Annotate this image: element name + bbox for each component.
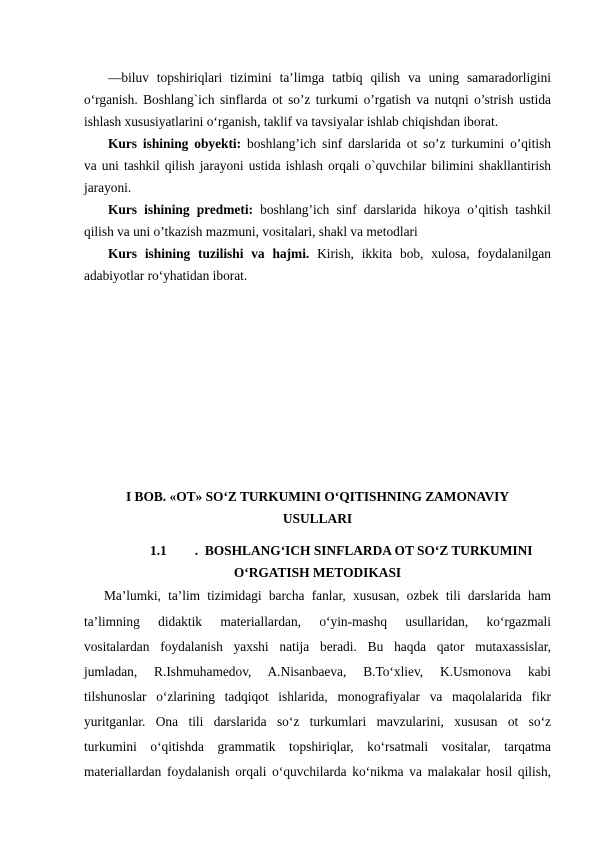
- object-text-1: boshlang’ich sinf darslarida ot so’z turkumini o’qitish: [241, 136, 551, 151]
- subject-text-1: boshlang’ich sinf darslarida hikoya o’qitish tashkil: [253, 202, 551, 217]
- subject-label: Kurs ishining predmeti:: [108, 202, 253, 217]
- chapter-title-line-2: USULLARI: [282, 511, 353, 526]
- body-line-4: jumladan, R.Ishmuhamedov, A.Nisanbaeva, B.To‘xliev, K.Usmonova kabi: [84, 664, 551, 679]
- body-line-8: materiallardan foydalanish orqali o‘quvchilarda ko‘nikma va malakalar hosil qilish,: [84, 764, 551, 779]
- body-line-3: vositalardan foydalanish yaxshi natija beradi. Bu haqda qator mutaxassislar,: [84, 639, 551, 654]
- section-dot: .: [194, 543, 199, 558]
- section-title-1: BOSHLANG‘ICH SINFLARDA OT SO‘Z TURKUMINI: [204, 543, 533, 558]
- intro-line-3: ishlash xususiyatlarini o‘rganish, taklif va tavsiyalar ishlab chiqishdan iborat.: [84, 114, 499, 129]
- object-line-3: jarayoni.: [84, 180, 132, 195]
- structure-label: Kurs ishining tuzilishi va hajmi.: [108, 246, 310, 261]
- object-line-1: [108, 135, 551, 153]
- body-line-1: Ma’lumki, ta’lim tizimidagi barcha fanlar, xususan, ozbek tili darslarida ham: [104, 588, 551, 603]
- section-heading-line-2: O‘RGATISH METODIKASI: [233, 565, 402, 580]
- intro-line-1: —biluv topshiriqlari tizimini ta’limga tatbiq qilish va uning samaradorligini: [108, 70, 551, 85]
- body-line-7: turkumini o‘qitishda grammatik topshiriqlar, ko‘rsatmali vositalar, tarqatma: [84, 739, 551, 754]
- section-number: 1.1: [150, 543, 167, 558]
- intro-line-2: o‘rganish. Boshlang`ich sinflarda ot so’z turkumi o’rgatish va nutqni o’strish ustida: [84, 92, 551, 107]
- object-line-2: va uni tashkil qilish jarayoni ustida ishlash orqali o`quvchilar bilimini shakllantirish: [84, 158, 551, 173]
- section-heading-line-1: [150, 542, 550, 560]
- structure-line-2: adabiyotlar ro‘yhatidan iborat.: [84, 268, 248, 283]
- structure-text-1: Kirish, ikkita bob, xulosa, foydalanilgan: [309, 246, 551, 261]
- subject-line-1: [108, 201, 551, 219]
- subject-line-2: qilish va uni o’tkazish mazmuni, vositalari, shakl va metodlari: [84, 224, 418, 239]
- body-line-5: tilshunoslar o‘zlarining tadqiqot ishlarida, monografiyalar va maqolalarida fikr: [84, 689, 551, 704]
- object-label: Kurs ishining obyekti:: [108, 136, 242, 151]
- structure-line-1: [108, 245, 551, 263]
- chapter-title-line-1: I BOB. «OT» SO‘Z TURKUMINI O‘QITISHNING ZAMONAVIY: [125, 489, 510, 504]
- body-line-2: ta’limning didaktik materiallardan, o‘yin-mashq usullaridan, ko‘rgazmali: [84, 614, 551, 629]
- body-line-6: yuritganlar. Ona tili darslarida so‘z turkumlari mavzularini, xususan ot so‘z: [84, 714, 551, 729]
